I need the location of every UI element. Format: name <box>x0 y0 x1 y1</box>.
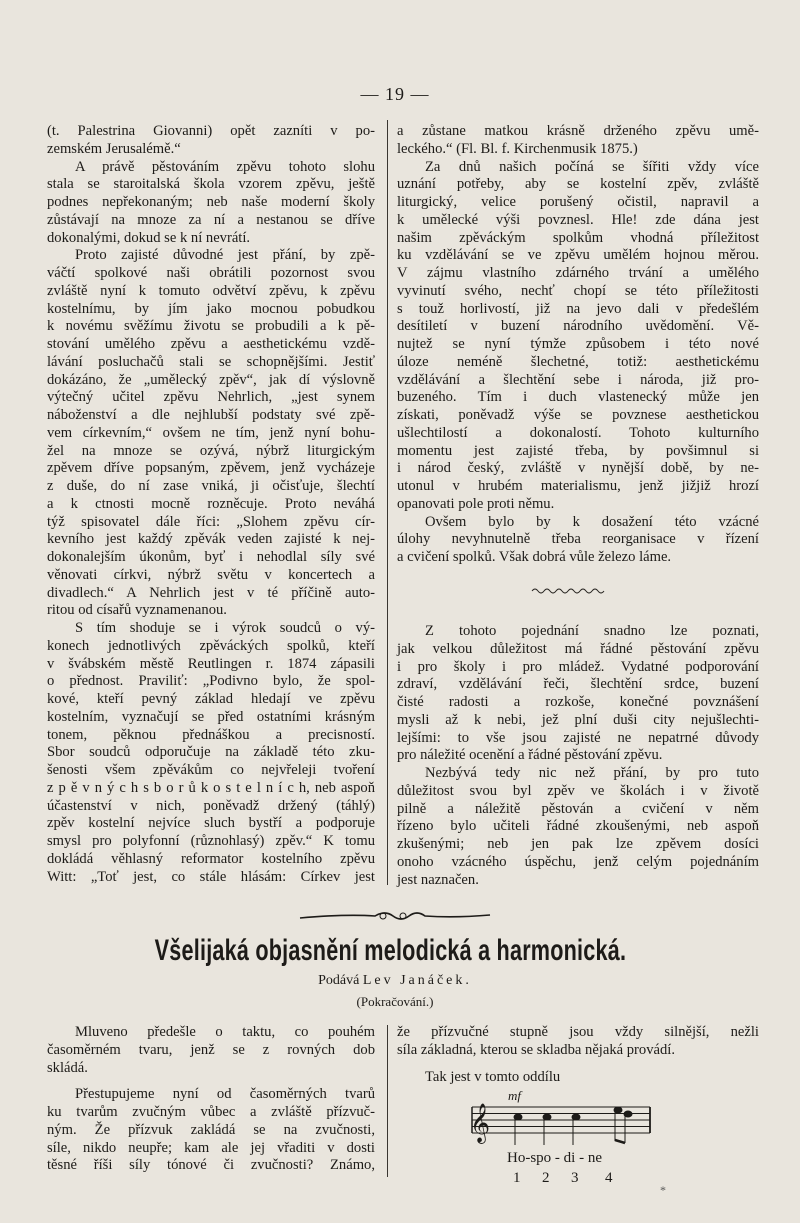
paragraph <box>47 123 375 159</box>
text-line: úlohy nevyhnutelně třeba reorganisace v řízení <box>397 531 759 548</box>
text-line: utonul v hrubém materialismu, jenž jižjiž hrozí <box>397 478 759 494</box>
text-line: momentu jest zajisté třeba, by povšimnul si <box>397 442 759 459</box>
text-line: ritou od císařů vyznamenanou. <box>47 602 227 619</box>
text-line: zemském Jerusalémě.“ <box>47 140 181 157</box>
text-line: síla základná, kterou se skladba nějaká provádí. <box>397 1041 675 1058</box>
text-line: Proto zajisté důvodné jest přání, by zpě- <box>75 247 375 264</box>
dynamic-marking: mf <box>508 1088 521 1103</box>
text-line: kostelnímu, by jím jako mocnou pobudkou <box>47 300 375 317</box>
byline-prefix: Podává <box>318 973 360 988</box>
text-line: o přednost. Praviliť: „Podivno bylo, že spol- <box>47 673 375 690</box>
text-line: skládá. <box>47 1059 88 1076</box>
paragraph <box>397 1069 759 1087</box>
text-line: dokládá věhlasný reformator kostelního zpěvu <box>47 850 375 867</box>
beat-number: 2 <box>542 1170 550 1186</box>
text-line: zpěv kostelní nejvíce sluch bystří a podporuje <box>47 815 375 832</box>
right-column-bottom <box>397 623 759 889</box>
text-line: týž spisovatel dále říci: „Slohem zpěvu cír- <box>47 513 375 530</box>
text-line: buzeného. Tím i duch vlastenecký může jen <box>397 389 759 406</box>
text-line: věnovati církvi, nýbrž světu v koncertech a <box>47 566 375 583</box>
paragraph <box>47 1024 375 1077</box>
text-line: dokonalými, dokud se k ní nevrátí. <box>47 229 251 246</box>
text-line: dokázáno, že „umělecký zpěv“, jak dí výslovně <box>47 371 375 388</box>
text-line: kevního jest každý zpěvák veden zajisté k nej- <box>47 531 375 548</box>
text-line: s touž horlivostí, již na jevo dali v předešlém <box>397 300 759 317</box>
text-line: mysli až k nebi, jež plní duši city nejušlechti- <box>397 711 759 728</box>
text-line: Přestupujeme nyní od časoměrných tvarů <box>75 1086 375 1103</box>
text-line: jak velkou důležitost má řádné pěstování zpěvu <box>397 640 759 657</box>
text-line: pro náležité ocenění a řádné pěstování zpěvu. <box>397 747 663 764</box>
music-example <box>460 1089 670 1209</box>
text-line: Tak jest v tomto oddílu <box>425 1068 561 1085</box>
left-column <box>47 123 375 886</box>
text-line: vem církevním,“ ovšem ne tím, jenž nyní bohu- <box>47 424 375 441</box>
paragraph <box>397 159 759 514</box>
beat-number: 3 <box>571 1170 579 1186</box>
text-line: váčtí spolkové naši obrátili pozornost svou <box>47 265 375 281</box>
text-line: liturgický, velice porušený očistil, napravil a <box>397 194 759 210</box>
text-line: leckého.“ (Fl. Bl. f. Kirchenmusik 1875.) <box>397 140 638 157</box>
text-line: síle, nikdo neupře; kam ale jej vřaditi v dosti <box>47 1139 375 1156</box>
text-line: ušlechtilostí a dokonalostí. Tohoto kulturního <box>397 424 759 441</box>
text-line: vyvinutí svého, nechť chopí se této příležitosti <box>397 282 759 299</box>
text-line: tonem, pěknou přednáškou a precisností. <box>47 726 375 743</box>
text-line: jest naznačen. <box>397 871 479 888</box>
text-line: nujtež se nyní týmže způsobem i této nové <box>397 336 759 352</box>
text-line: že přízvučné stupně jsou vždy silnější, nežli <box>397 1024 759 1040</box>
text-line: řízeno bylo učiteli řádné zkoušenými, neb aspoň <box>397 818 759 835</box>
text-line: divadlech.“ A Nehrlich jest v té příčině auto- <box>47 584 375 601</box>
title-ornament <box>295 906 495 926</box>
text-line: S tím shoduje se i výrok soudců o vý- <box>75 620 375 636</box>
page-number: — 19 — <box>360 84 430 104</box>
text-line: zdraví, vzdělávání řeči, šlechtění srdce, buzení <box>397 676 759 693</box>
text-line: lejšími: to vše jsou zajisté ne nepatrné důvody <box>397 729 759 746</box>
paragraph <box>397 623 759 765</box>
text-line: zvláště nyní k tomuto odvětví zpěvu, k zpěvu <box>47 282 375 299</box>
paragraph <box>397 765 759 889</box>
right-column-top <box>397 123 759 567</box>
text-line: náboženství a dle nejhlubší podstaty své zpě- <box>47 407 375 423</box>
text-line: důležitost svou byl zpěv ve školách i v životě <box>397 782 759 799</box>
paragraph <box>397 514 759 567</box>
beam <box>615 1140 625 1143</box>
article-column-divider <box>387 1025 388 1177</box>
column-divider <box>387 120 388 885</box>
text-line: a k ctnosti mocně rozněcuje. Proto neváhá <box>47 495 375 512</box>
text-line: konech jednotlivých zpěváckých spolků, kteří <box>47 637 375 654</box>
text-line: smysl pro polyfonní (různohlasý) zpěv.“ K tomu <box>47 833 375 849</box>
text-line: kostelním, vyznačují se před ostatními krásným <box>47 708 375 725</box>
text-line: i národ český, zvláště v nynější době, by ne- <box>397 460 759 477</box>
text-line: úloze neméně šlechetné, totiž: aesthetickému <box>397 353 759 370</box>
text-line: dokonalejším úkonům, byť i nehodlal síly své <box>47 549 375 565</box>
text-line: A právě pěstováním zpěvu tohoto slohu <box>75 158 375 175</box>
paragraph <box>47 1086 375 1175</box>
text-line: ným. Že přízvuk zakládá se na zvučnosti, <box>47 1121 375 1138</box>
author-name: Lev Janáček. <box>362 973 472 988</box>
paragraph <box>47 159 375 248</box>
paragraph <box>47 247 375 620</box>
text-line: Witt: „Toť jest, co stále hlásám: Církev jest <box>47 868 375 885</box>
text-line: Za dnů našich počíná se šířiti vždy více <box>425 158 759 175</box>
text-line: kové, kteří pevný základ hledají ve zpěvu <box>47 691 375 707</box>
text-line: k novému svěžímu životu se probudili a k pě- <box>47 318 375 335</box>
text-line: a zůstane matkou krásně drženého zpěvu umě- <box>397 123 759 139</box>
text-line: desítiletí v buzení národního uvědomění. Vě- <box>397 318 759 335</box>
text-line: k umělecké výši povznesl. Hle! zde dána jest <box>397 211 759 228</box>
text-line: stala se staroitalská škola vzorem zpěvu, ještě <box>47 176 375 193</box>
text-line: získati, poněvadž výše se povznese aesthetickou <box>397 407 759 423</box>
text-line: zpěvem dříve popsaným, zpěvem, jenž vycházeje <box>47 460 375 477</box>
beat-number: 1 <box>513 1170 521 1186</box>
paragraph <box>47 620 375 886</box>
article-title: Všelijaká objasnění melodická a harmonická. <box>154 934 626 967</box>
notes <box>514 1107 632 1145</box>
text-line: v švábském městě Reutlingen r. 1874 zápasili <box>47 655 375 672</box>
text-line: Nezbývá tedy nic než přání, by pro tuto <box>425 765 759 781</box>
text-line: našim zpěváckým spolkům vhodná příležitost <box>397 229 759 246</box>
text-line: uznání potřeby, aby se kostelní zpěv, zvláště <box>397 176 759 193</box>
text-line: a cvičení spolků. Však dobrá vůle železo láme. <box>397 549 672 565</box>
text-line: z duše, do ní zase vniká, ji očisťuje, šlechtí <box>47 478 375 494</box>
text-line: zkušenými; neb jen pak lze zpěvem dosíci <box>397 836 759 852</box>
article-right-column <box>397 1024 759 1086</box>
text-line: těsné říši síly tónové či zvučnosti? Známo, <box>47 1157 375 1174</box>
text-line: (t. Palestrina Giovanni) opět zazníti v po- <box>47 123 375 139</box>
text-line: výtečný učitel zpěvu Nehrlich, „jest synem <box>47 389 375 406</box>
text-line: stování umělého zpěvu a aesthetickému vzdě- <box>47 336 375 352</box>
footnote-mark: * <box>660 1183 666 1197</box>
article-title-wrap <box>0 935 780 967</box>
text-line: lávání posluchačů stali se schopnějšími. Jestiť <box>47 353 375 370</box>
text-line: šenosti všem zpěvákům co nejvřeleji tvoření <box>47 762 375 778</box>
paragraph <box>397 1024 759 1060</box>
text-line: Sbor soudců odporučuje na základě této zku- <box>47 744 375 761</box>
text-line: podnes nepřekonaným; neb naše moderní školy <box>47 194 375 210</box>
text-line: časoměrném tvaru, jenž se z rovných dob <box>47 1041 375 1058</box>
text-line: z p ě v n ý c h s b o r ů k o s t e l n í c h, neb aspoň <box>47 779 375 796</box>
text-line: i pro školy i pro mládež. Vydatné podporování <box>397 658 759 675</box>
paragraph <box>397 123 759 159</box>
text-line: onoho vzácného úspěchu, jenž celým pojednáním <box>397 853 759 870</box>
byline <box>0 972 790 990</box>
text-line: ku tvarům zvučným vůbec a zvláště přízvuč- <box>47 1104 375 1120</box>
text-line: Ovšem bylo by k dosažení této vzácné <box>425 513 759 530</box>
section-separator-wave <box>530 586 610 596</box>
text-line: zůstávají na mnoze za ní a nestanou se dříve <box>47 211 375 228</box>
text-line: účastenství v nich, poněvadž držený (táhlý) <box>47 797 375 814</box>
treble-clef-icon: 𝄞 <box>470 1103 491 1143</box>
continuation-note: (Pokračování.) <box>356 994 434 1009</box>
text-line: Mluveno předešle o taktu, co pouhém <box>75 1024 375 1040</box>
text-line: žel na mnoze se ozývá, nýbrž liturgickým <box>47 442 375 459</box>
text-line: V zájmu vlastního zdárného trvání a umělého <box>397 265 759 281</box>
lyrics: Ho-spo - di - ne <box>507 1150 602 1166</box>
text-line: vzdělávání a šlechtění sebe i národa, již pro- <box>397 371 759 388</box>
text-line: pilně a náležitě pěstován a cvičení v něm <box>397 800 759 817</box>
text-line: ku vzdělávání se ve zpěvu umělém hojnou měrou. <box>397 247 759 264</box>
text-line: opanovati pole proti němu. <box>397 495 555 512</box>
beat-number: 4 <box>605 1170 613 1186</box>
article-left-column <box>47 1024 375 1175</box>
text-line: čisté radosti a rozkoše, konečné povznášení <box>397 694 759 710</box>
text-line: Z tohoto pojednání snadno lze poznati, <box>425 623 759 639</box>
